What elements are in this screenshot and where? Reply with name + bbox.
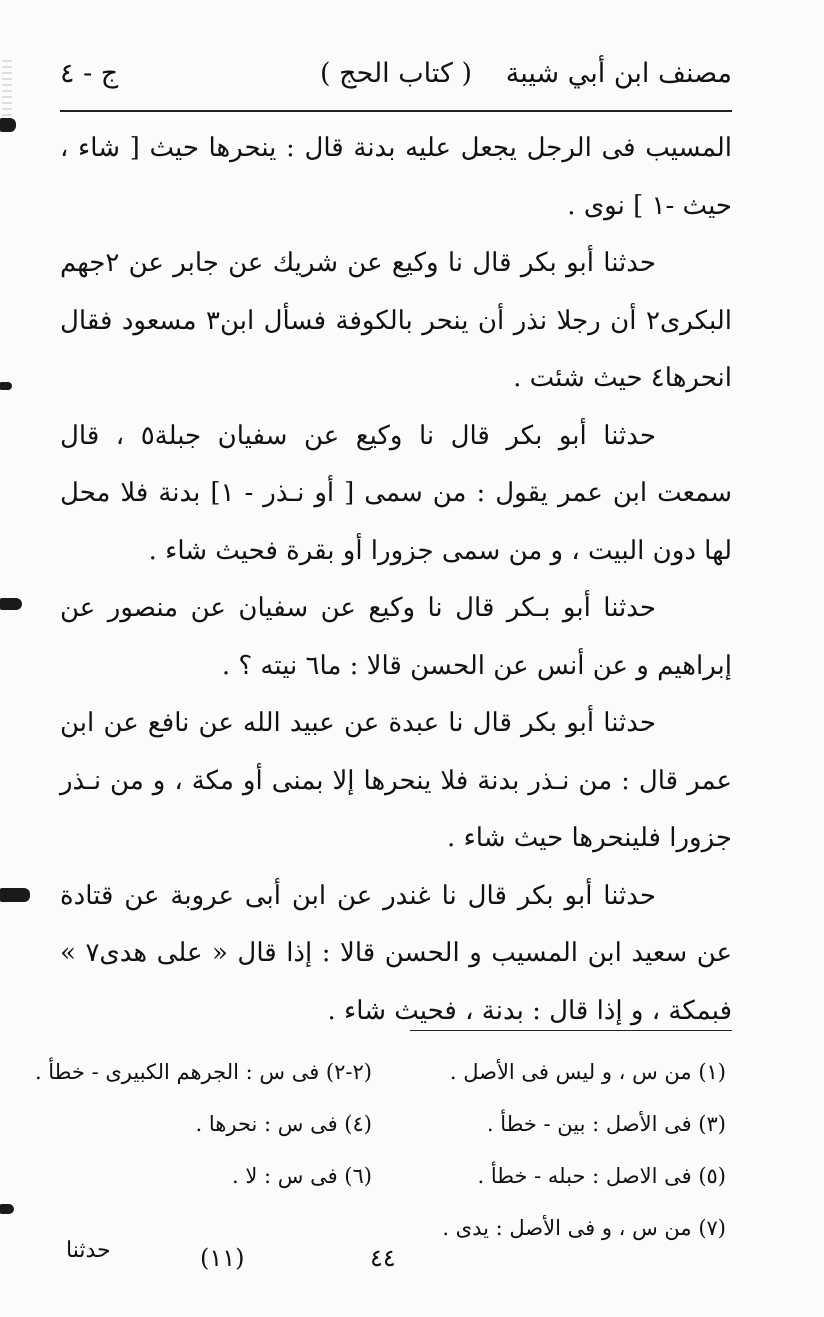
binding-mark	[0, 1204, 14, 1214]
volume-label: ج - ٤	[60, 58, 119, 89]
footnote: (٢-٢) فى س : الجرهم الكبيرى - خطأ .	[34, 1060, 372, 1084]
footnote-row	[34, 1046, 732, 1098]
binding-mark	[0, 598, 22, 610]
binding-mark	[0, 888, 30, 902]
footnote-row	[60, 1150, 732, 1202]
hadith-paragraph: حدثنا أبو بكر قال نا وكيع عن شريك عن جابر عن ٢جهم البكرى٢ أن رجلا نذر أن ينحر بالكوفة فسأل ابن٣ مسعود فقال انحرها٤ حيث شئت .	[60, 248, 732, 393]
page-footer	[60, 1238, 732, 1278]
paragraph-continuation: المسيب فى الرجل يجعل عليه بدنة قال : ينحرها حيث [ شاء ، حيث -١ ] نوى .	[60, 133, 732, 221]
footnote: (٤) فى س : نحرها .	[195, 1112, 372, 1136]
main-text	[60, 120, 732, 1040]
hadith-paragraph: حدثنا أبو بكر قال نا غندر عن ابن أبى عروبة عن قتادة عن سعيد ابن المسيب و الحسن قالا : إذا قال « على هدى٧ » فبمكة ، و إذا قال : بدنة ، فحيث شاء .	[60, 880, 733, 1026]
footnote: (١) من س ، و ليس فى الأصل .	[449, 1060, 726, 1084]
hadith-paragraph: حدثنا أبو بـكر قال نا وكيع عن سفيان عن منصور عن إبراهيم و عن أنس عن الحسن قالا : ما٦ نيته ؟ .	[60, 593, 732, 681]
binding-mark	[0, 382, 12, 390]
footnote: (٥) فى الاصل : حبله - خطأ .	[477, 1164, 726, 1188]
footnote: (٦) فى س : لا .	[232, 1164, 372, 1188]
footnote-row	[60, 1098, 732, 1150]
hadith-paragraph: حدثنا أبو بكر قال نا عبدة عن عبيد الله عن نافع عن ابن عمر قال : من نـذر بدنة فلا ينحرها إلا بمنى أو مكة ، و من نـذر جزورا فلينحرها حيث شاء .	[60, 708, 732, 853]
book-title: مصنف ابن أبي شيبة	[505, 58, 732, 89]
binding-mark	[0, 118, 16, 132]
page-number: ٤٤	[370, 1244, 396, 1272]
hadith-paragraph: حدثنا أبو بكر قال نا وكيع عن سفيان جبلة٥ ، قال سمعت ابن عمر يقول : من سمى [ أو نـذر - ١] بدنة فلا محل لها دون البيت ، و من سمى جزورا أو بقرة فحيث شاء .	[60, 420, 732, 566]
catchword: حدثنا	[66, 1238, 111, 1263]
footnote: (٧) من س ، و فى الأصل : يدى .	[442, 1216, 726, 1240]
footnote: (٣) فى الأصل : بين - خطأ .	[486, 1112, 726, 1136]
running-header	[60, 52, 732, 98]
footnotes	[34, 1046, 732, 1254]
chapter-title: ( كتاب الحج )	[319, 58, 473, 89]
signature-mark: (١١)	[200, 1244, 245, 1272]
footnote-rule	[410, 1030, 732, 1031]
header-rule	[60, 110, 732, 112]
